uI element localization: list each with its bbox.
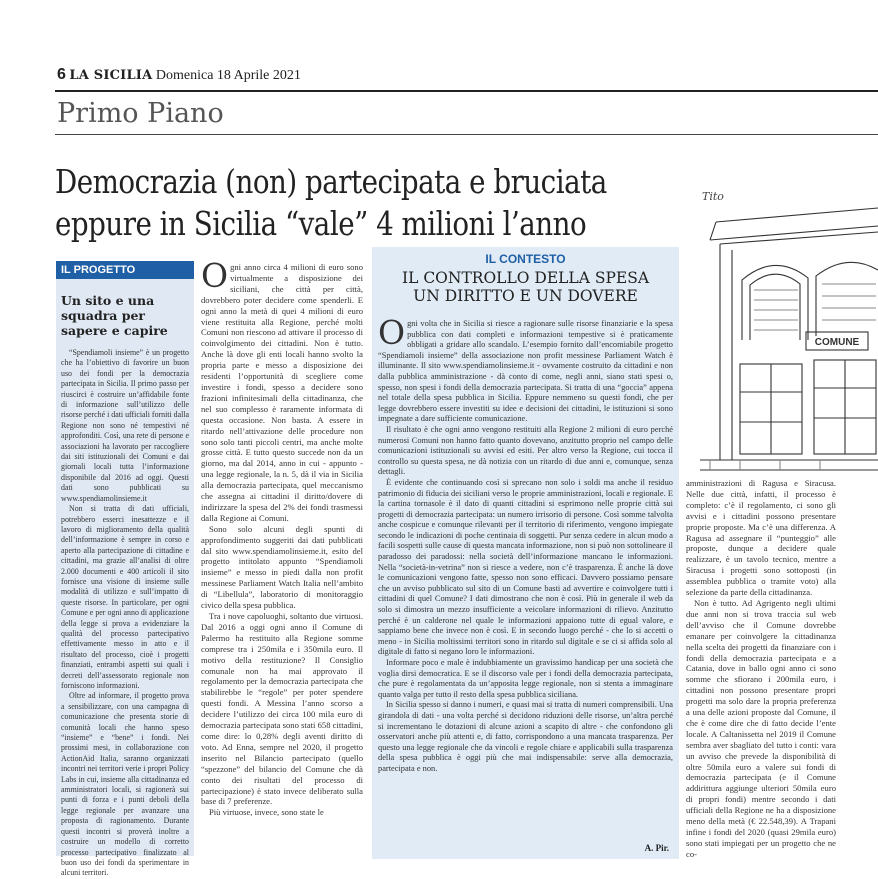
header-rule	[55, 90, 878, 92]
sidebar-tag: IL PROGETTO	[56, 261, 194, 279]
sidebar-body	[56, 348, 194, 878]
running-header	[57, 66, 301, 84]
issue-date: Domenica 18 Aprile 2021	[155, 68, 301, 83]
article-headline	[55, 161, 607, 245]
article-paragraph: Tra i nove capoluoghi, soltanto due virtuosi. Dal 2016 a oggi ogni anno il Comune di Palermo ha restituito alla Regione somme comprese tra i 250mila e i 350mila euro. Il motivo della restituzione? Il Consiglio comunale non ha mai approvato il regolamento per la democrazia partecipata che stabilirebbe le “regole” per poter spendere questi fondi. A Messina l’anno scorso a decidere l’utilizzo dei circa 100 mila euro di democrazia partecipata sono stati 658 cittadini, come dire: lo 0,28% degli aventi diritto di voto. Ad Enna, sempre nel 2020, il progetto inserito nel Bilancio partecipato (quello “spezzone” del bilancio del Comune che dà conto dei risultati del processo di partecipazione) è stato invece deliberato sulla base di 7 preferenze.	[201, 611, 363, 807]
article-paragraph: Non è tutto. Ad Agrigento negli ultimi due anni non si trova traccia sul web dell’avviso che il Comune dovrebbe emanare per coinvolgere la cittadinanza nella scelta dei progetti da finanziare con i fondi della democrazia partecipata e a Catania, dove in ballo ogni anno ci sono somme che sfiorano i 200mila euro, i cittadini non possono presentare propri progetti ma solo dare la propria preferenza a una delle azioni proposte dal Comune, il che è come dire che di fatto decide l’ente locale. A Caltanissetta nel 2019 il Comune sembra aver sbagliato del tutto i conti: vara un avviso che prevede la disponibilità di oltre 50mila euro a valere sui fondi di democrazia partecipata (e il Comune addirittura aggiunge ulteriori 50mila euro di propri fondi) mentre secondo i dati ufficiali della Regione ne ha a disposizione meno della metà (€ 22.548,39). A Trapani infine i fondi del 2020 (quasi 29mila euro) sono stati impiegati per un progetto che ne co-	[686, 597, 836, 859]
box-paragraph: Il risultato è che ogni anno vengono restituiti alla Regione 2 milioni di euro perché numerosi Comuni non hanno fatto quanto dovevano, anzitutto proprio nel campo delle comunicazioni istituzionali su avvisi ed esiti. Per altro verso la Regione, cui tocca il controllo su questa spesa, ne dà notizia con un ritardo di due anni e, comunque, senza dettagli.	[378, 424, 673, 477]
sidebar-paragraph: Oltre ad informare, il progetto prova a sensibilizzare, con una campagna di comunicazione che presenta storie di comunità locali che hanno speso “insieme” e “bene” i fondi. Nei prossimi mesi, in collaborazione con ActionAid Italia, saranno organizzati incontri nei territori verie i propri Policy Labs in cui, insieme alla cittadinanza ed amministratori locali, si ragionerà sui punti di forza e i punti deboli della legge regionale per avanzare una proposta di ragionamento. Durante questi incontri si proverà inoltre a costruire un modello di corretto processo partecipativo finalizzato al buon uso dei fondi da sperimentare in alcuni territori.	[61, 691, 189, 878]
box-title-line-2: UN DIRITTO E UN DOVERE	[413, 287, 638, 305]
context-box	[372, 247, 679, 859]
box-drop-cap: O	[378, 313, 406, 352]
box-paragraph: In Sicilia spesso si danno i numeri, e quasi mai si tratta di numeri comprensibili. Una girandola di dati - una volta perché si decidono riduzioni delle risorse, un’altra perché si incrementano le dotazioni di alcune azioni a scapito di altre - che confondono gli osservatori anche più attenti e, di fatto, corrispondono a una mancata trasparenza. Per questo una legge regionale che da vincoli e regole chiare e applicabili sulla trasparenza della spesa pubblica è oggi più che mai indispensabile: serve alla democrazia, partecipata e non.	[378, 700, 673, 773]
box-paragraph: Informare poco e male è indubbiamente un gravissimo handicap per una società che voglia dirsi democratica. E se il discorso vale per i fondi della democrazia partecipata, che pure è regolamentata da un’apposita legge regionale, non si stenta a immaginare quanto valga per tutto il resto della spesa pubblica siciliana.	[378, 658, 673, 699]
sidebar-subtitle: Un sito e una squadra per sapere e capire	[61, 293, 168, 338]
box-title	[372, 269, 679, 305]
sidebar-paragraph: Non si tratta di dati ufficiali, potrebbero esserci inesattezze e il lavoro di miglioramento della qualità dell’informazione è sempre in corso e aperto alla partecipazione di cittadine e cittadini, ma grazie all’analisi di oltre 2.000 documenti e 400 articoli il sito fornisce una visione di insieme sulle modalità di utilizzo e sull’impatto di queste risorse. In particolare, per ogni Comune e per ogni anno di applicazione della legge si prova a evidenziare la qualità del processo partecipativo effettivamente messo in atto e il risultato del processo, cioè i progetti finanziati, entrambi aspetti sui quali i decreti dell’assessorato regionale non forniscono informazioni.	[61, 504, 189, 690]
box-kicker: IL CONTESTO	[485, 252, 566, 266]
page-number: 6	[57, 66, 66, 83]
section-rule	[55, 134, 878, 135]
cartoon-sign-text: COMUNE	[814, 337, 860, 348]
box-body	[372, 313, 679, 827]
sidebar-paragraph: “Spendiamoli insieme” è un progetto che ha l’obiettivo di favorire un buon uso dei fondi per la democrazia partecipata in Sicilia. Il primo passo per riuscirci è costruire un’affidabile fonte di informazione sull’utilizzo delle risorse perché i dati ufficiali forniti dalla Regione non sono né tempestivi né approfonditi. Così, una rete di persone e associazioni ha lavorato per raccogliere dai siti istituzionali dei Comuni e dai giornali locali tutta l’informazione disponibile dal 2016 ad oggi. Questi dati sono pubblicati su www.spendiamolinsieme.it	[61, 348, 189, 503]
box-signature: A. Pir.	[644, 843, 669, 853]
cartoon-illustration	[680, 160, 878, 478]
box-paragraph: È evidente che continuando così si sprecano non solo i soldi ma anche il residuo patrimonio di fiducia dei siciliani verso le proprie amministrazioni, locali e regionale. E la cartina tornasole è il dato di quanti cittadini si esprimono nelle proprie città sui progetti di democrazia partecipata: un numero irrisorio di persone. Così somme talvolta anche cospicue e comunque rilevanti per il territorio di riferimento, vengono impiegate secondo le indicazioni di poche centinaia di soggetti. Pur senza cedere in alcun modo a facili sospetti sulle cause di questa mancata informazione, non si può non sottolineare il paradosso dei paradossi: nella società dell’informazione mancano le informazioni. Nella “società-in-vetrina” non si riesce a vedere, non c’è trasparenza. È anche là dove le comunicazioni vengono fatte, spesso non sono efficaci. Davvero possiamo pensare che un avviso pubblicato sul sito di un Comune basti ad avvertire e coinvolgere tutti i cittadini di quel Comune? I dati dimostrano che non è così. Più in generale il web da solo si dimostra un mezzo insufficiente a veicolare informazioni di rilievo. Anzitutto perché è un calderone nel quale le informazioni appaiono tutte di egual valore, e sappiamo bene che invece non è così. E in secondo luogo perché - che lo si accetti o meno - in Sicilia moltissimi territori sono in ritardo sul digitale e se ci si affida solo al digitale di fatto si negano loro le informazioni.	[378, 477, 673, 657]
headline-line-1: Democrazia (non) partecipata e bruciata	[55, 162, 607, 201]
box-title-line-1: IL CONTROLLO DELLA SPESA	[401, 269, 650, 287]
article-paragraph: gni anno circa 4 milioni di euro sono virtualmente a disposizione dei siciliani, che città per città, dovrebbero poter decidere come spenderli. E ogni anno la metà di quei 4 milioni di euro viene restituita alla Regione, perché molti Comuni non riescono ad attivare il processo di coinvolgimento dei cittadini. Non è tutto. Anche là dove gli enti locali hanno svolto la propria parte e messo a disposizione dei residenti l’opportunità di scegliere come investire i fondi, spesso a decidere sono frazioni infinitesimali della cittadinanza, che nel suo complesso è raramente informata di questa occasione. Non basta. A essere in ritardo nell’attivazione delle procedure non sono solo tanti piccoli centri, ma anche molte grosse città. E tutto questo succede non da un giorno, ma dal 2014, anno in cui - appunto - una legge regionale, la n. 5, dà il via in Sicilia alla democrazia partecipata, quel meccanismo che assegna ai cittadini il diritto/dovere di indirizzare la spesa del 2% dei fondi trasmessi dalla Regione ai Comuni.	[201, 262, 363, 523]
article-paragraph: amministrazioni di Ragusa e Siracusa. Nelle due città, infatti, il processo è completo: c’è il regolamento, ci sono gli avvisi e i cittadini possono presentare proprie proposte. Ma c’è una differenza. A Ragusa ad assegnare il “punteggio” alle proposte, dunque a decidere quale realizzare, è un tavolo tecnico, mentre a Siracusa i progetti sono sottoposti (in assemblea pubblica o tramite voto) alla selezione da parte della cittadinanza.	[686, 478, 836, 598]
box-paragraph: gni volta che in Sicilia si riesce a ragionare sulle risorse finanziarie e la spesa pubblica con dati completi e informazioni tempestive si è praticamente obbligati a gridare allo scandalo. L’esempio fornito dall’encomiabile progetto “Spendiamoli insieme” della associazione non profit messinese Parliament Watch è illuminante. Il sito www.spendiamolinsieme.it - ovvamente costruito da cittadini e non dalla pubblica amministrazione - dà conto di come, negli anni, siano stati spesi o, spesso, non spesi i fondi della democrazia partecipata. Si tratta di una “goccia” appena nel totale della spesa pubblica in Sicilia. Eppure nemmeno su questi fondi, che per legge dovrebbero essere investiti su idee e decisioni dei cittadini, le istituzioni si sono impegnate a dare sufficiente comunicazione.	[378, 319, 673, 424]
sidebar-box	[56, 261, 194, 878]
article-paragraph: Sono solo alcuni degli spunti di approfondimento suggeriti dai dati pubblicati dal sito www.spendiamolinsieme.it, esito del progetto intitolato appunto “Spendiamoli insieme” e messo in piedi dalla non profit messinese Parliament Watch Italia nell’ambito di “Libellula”, laboratorio di monitoraggio civico della spesa pubblica.	[201, 523, 363, 611]
section-title: Primo Piano	[57, 98, 224, 129]
article-column-continued	[686, 478, 836, 863]
drop-cap: O	[201, 256, 229, 295]
newspaper-name: LA SICILIA	[69, 68, 153, 83]
cartoon-signature: Tito	[702, 190, 724, 203]
article-paragraph: Più virtuose, invece, sono state le	[209, 807, 324, 818]
headline-line-2: eppure in Sicilia “vale” 4 milioni l’anno	[55, 204, 587, 243]
article-column-main	[201, 256, 363, 862]
